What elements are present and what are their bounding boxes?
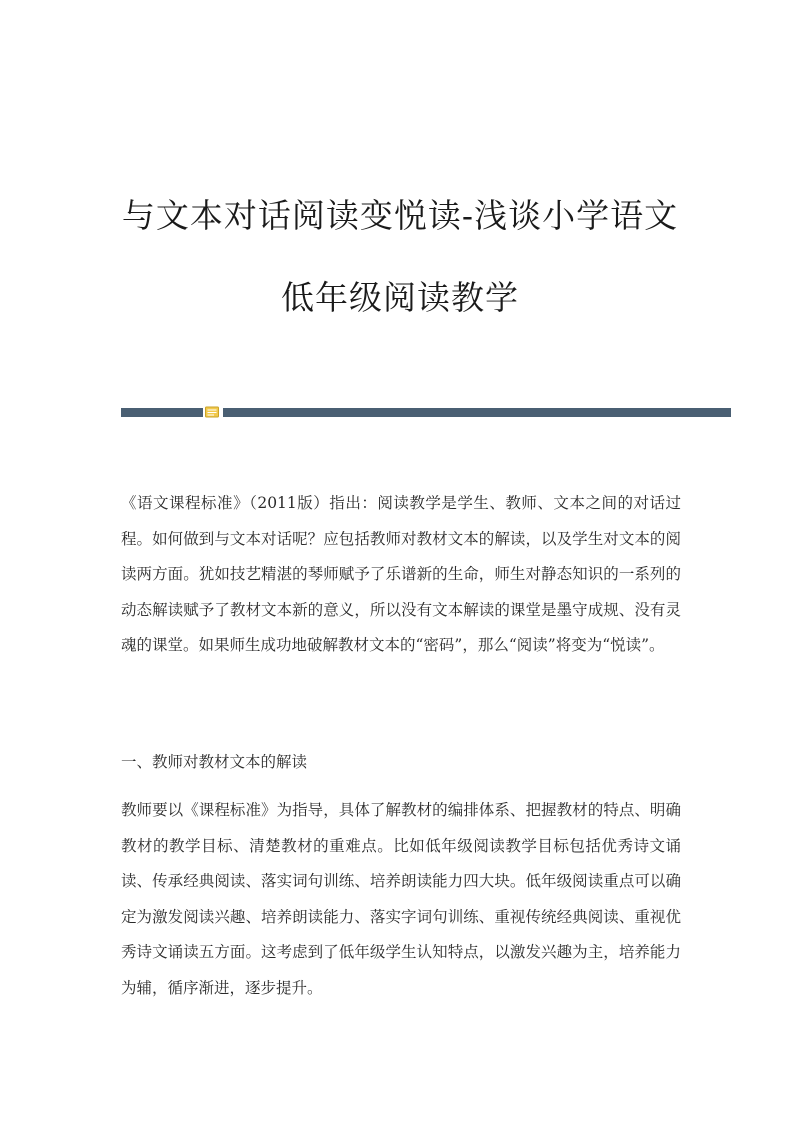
intro-paragraph: 《语文课程标准》（2011版）指出：阅读教学是学生、教师、文本之间的对话过程。如何做到与文本对话呢？应包括教师对教材文本的解读，以及学生对文本的阅读两方面。犹如技艺精湛的琴师赋予了乐谱新的生命，师生对静态知识的一系列的动态解读赋予了教材文本新的意义，所以没有文本解读的课堂是墨守成规、没有灵魂的课堂。如果师生成功地破解教材文本的“密码”，那么“阅读”将变为“悦读”。 xyxy=(121,494,681,654)
body-paragraph: 教师要以《课程标准》为指导，具体了解教材的编排体系、把握教材的特点、明确教材的教学目标、清楚教材的重难点。比如低年级阅读教学目标包括优秀诗文诵读、传承经典阅读、落实词句训练、培养朗读能力四大块。低年级阅读重点可以确定为激发阅读兴趣、培养朗读能力、落实字词句训练、重视传统经典阅读、重视优秀诗文诵读五方面。这考虑到了低年级学生认知特点，以激发兴趣为主，培养能力为辅，循序渐进，逐步提升。 xyxy=(121,801,681,997)
title-divider-right xyxy=(223,408,731,417)
document-title-line-1: 与文本对话阅读变悦读-浅谈小学语文 xyxy=(121,196,679,235)
book-icon xyxy=(205,406,219,418)
document-title-line-2: 低年级阅读教学 xyxy=(281,278,519,317)
title-divider-left xyxy=(121,408,203,417)
section-heading: 一、教师对教材文本的解读 xyxy=(121,753,308,771)
